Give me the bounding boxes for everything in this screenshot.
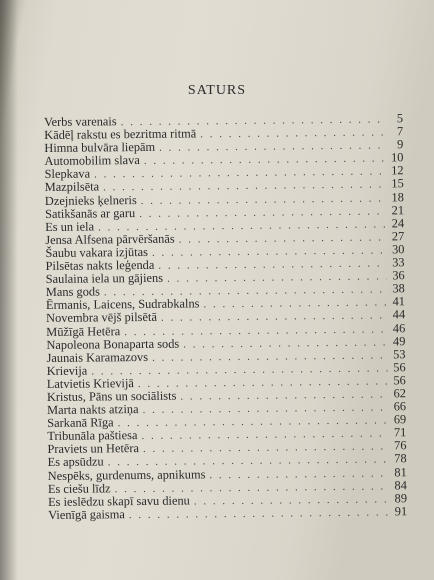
toc-entry-page: 49 (392, 333, 406, 348)
toc-entry-title: Es ciešu līdz (47, 480, 111, 496)
toc-entry-page: 81 (394, 464, 407, 479)
toc-entry-title: Slepkava (44, 166, 91, 182)
toc-entry-title: Kādēļ rakstu es bezritma ritmā (44, 126, 197, 143)
toc-entry-page: 5 (396, 111, 404, 126)
toc-entry-page: 7 (396, 124, 404, 139)
toc-entry-title: Himna bulvāra liepām (44, 140, 156, 156)
toc-entry-page: 56 (393, 360, 406, 375)
toc-entry-title: Jensa Alfsena pārvēršanās (45, 231, 175, 247)
toc-entry-page: 38 (392, 281, 405, 296)
table-of-contents (44, 112, 407, 522)
toc-entry-page: 21 (391, 202, 405, 218)
toc-entry-page: 84 (394, 477, 407, 492)
toc-entry-title: Nespēks, gurdenums, apnikums (47, 466, 206, 483)
toc-entry-page: 76 (394, 438, 407, 453)
toc-entry-title: Mans gods (45, 284, 100, 300)
toc-entry-page: 44 (392, 307, 406, 322)
toc-entry-title: Kristus, Pāns un sociālists (46, 388, 177, 404)
toc-entry-page: 69 (393, 412, 407, 427)
toc-entry-page: 71 (393, 425, 407, 440)
toc-entry-page: 9 (397, 137, 404, 152)
toc-entry-title: Mazpilsēta (44, 179, 100, 195)
toc-entry-page: 66 (393, 399, 407, 414)
toc-entry-title: Ērmanis, Laicens, Sudrabkalns (45, 296, 200, 313)
toc-entry-page: 62 (393, 386, 406, 401)
toc-entry-title: Tribunāla paštiesa (47, 428, 138, 444)
toc-entry-title: Sarkanā Rīga (47, 415, 114, 431)
toc-entry-title: Krievija (46, 363, 88, 378)
toc-entry (48, 505, 407, 522)
toc-entry-title: Dzejnieks ķelneris (44, 192, 137, 208)
toc-entry-title: Napoleona Bonaparta sods (46, 336, 180, 352)
toc-entry-page: 41 (392, 294, 406, 309)
toc-entry-page: 12 (391, 163, 404, 178)
toc-entry-title: Praviets un Hetēra (47, 441, 140, 457)
toc-entry-title: Automobilim slava (44, 153, 140, 169)
toc-entry-page: 56 (393, 373, 406, 388)
toc-entry-title: Es apsūdzu (47, 454, 104, 470)
leader-dots (129, 506, 389, 522)
toc-entry-title: Es ieslēdzu skapī savu dienu (47, 493, 190, 509)
toc-entry-title: Satikšanās ar garu (44, 205, 136, 221)
toc-entry-page: 30 (391, 242, 405, 257)
toc-entry-page: 89 (394, 490, 408, 506)
toc-entry-page: 10 (390, 150, 404, 165)
toc-entry-title: Latvietis Krievijā (46, 375, 134, 391)
toc-entry-title: Šaubu vakara izjūtas (45, 244, 149, 260)
toc-entry-page: 33 (392, 255, 405, 270)
toc-entry-page: 24 (391, 215, 405, 231)
toc-entry-title: Es un iela (45, 219, 95, 234)
toc-entry-page: 18 (391, 189, 404, 204)
toc-entry-title: Novembra vējš pilsētā (46, 310, 157, 326)
toc-entry-page: 15 (391, 176, 404, 191)
toc-entry-page: 78 (394, 451, 407, 466)
toc-entry-title: Saulaina iela un gājiens (45, 270, 164, 287)
toc-entry-title: Mūžīgā Hetēra (46, 323, 121, 339)
toc-entry-page: 46 (392, 320, 406, 335)
page-title: SATURS (187, 83, 247, 98)
toc-entry-title: Marta nakts atziņa (47, 402, 139, 418)
toc-entry-page: 27 (391, 229, 405, 244)
toc-entry-title: Pilsētas nakts leģenda (45, 257, 155, 274)
toc-entry-title: Vienīgā gaisma (48, 506, 125, 522)
toc-entry-page: 53 (393, 346, 406, 362)
toc-entry-title: Verbs varenais (43, 114, 117, 129)
toc-entry-title: Jaunais Karamazovs (46, 349, 149, 365)
toc-entry-page: 36 (392, 268, 405, 283)
toc-entry-page: 91 (394, 504, 408, 519)
